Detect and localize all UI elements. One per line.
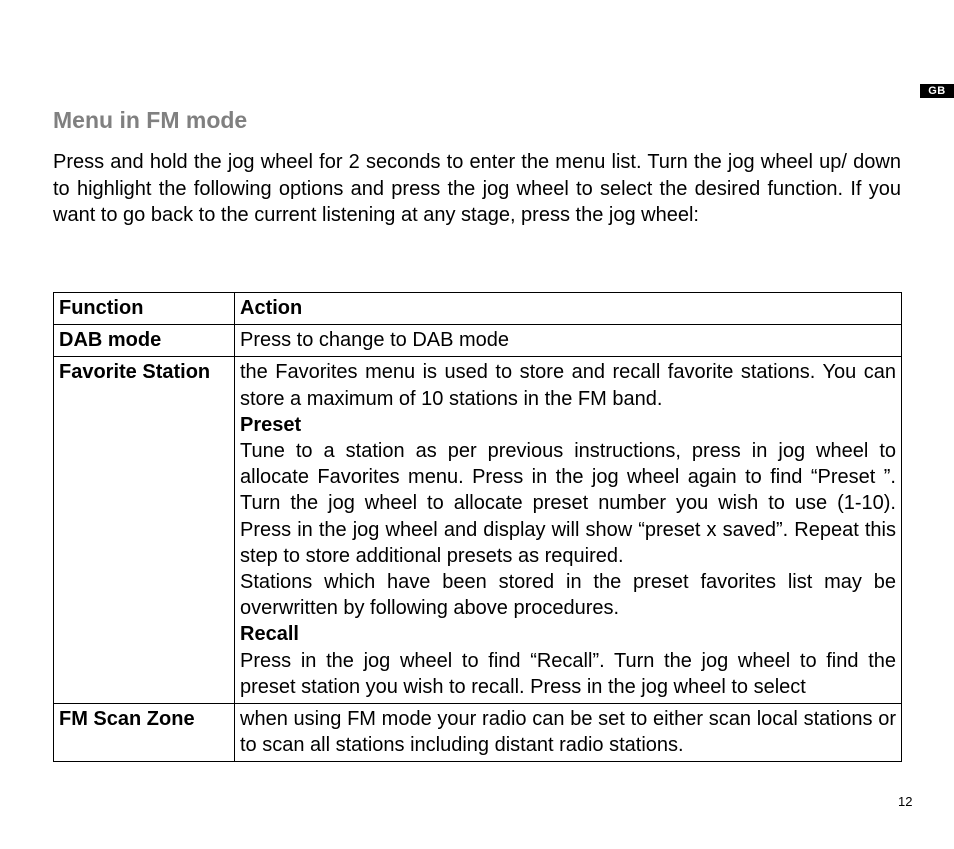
favorites-intro-text: the Favorites menu is used to store and recall favorite stations. You can store a maximum of 10 stations in the FM band. <box>240 361 896 410</box>
preset-instructions: Tune to a station as per previous instructions, press in jog wheel to allocate Favorites menu. Press in the jog wheel again to find “Preset ”. Turn the jog wheel to allocate preset number you wish to use (1-10). Press in the jog wheel and display will show “preset x saved”. Repeat this step to store additional presets as required. <box>240 440 896 567</box>
action-cell-favorite-station <box>235 357 902 704</box>
action-cell-dab-mode: Press to change to DAB mode <box>235 325 902 357</box>
table-row <box>54 704 902 762</box>
header-function: Function <box>54 293 235 325</box>
function-cell-dab-mode: DAB mode <box>54 325 235 357</box>
function-cell-fm-scan-zone: FM Scan Zone <box>54 704 235 762</box>
language-badge: GB <box>920 84 954 98</box>
table-row <box>54 325 902 357</box>
recall-heading: Recall <box>240 623 299 646</box>
table-header-row <box>54 293 902 325</box>
table-row <box>54 357 902 704</box>
intro-paragraph: Press and hold the jog wheel for 2 seconds to enter the menu list. Turn the jog wheel up/ down to highlight the following options and press the jog wheel to select the desired function. If you want to go back to the current listening at any stage, press the jog wheel: <box>53 151 901 226</box>
function-table <box>53 292 902 762</box>
header-action: Action <box>235 293 902 325</box>
action-cell-fm-scan-zone: when using FM mode your radio can be set to either scan local stations or to scan all stations including distant radio stations. <box>235 704 902 762</box>
preset-heading: Preset <box>240 413 302 436</box>
overwrite-note: Stations which have been stored in the preset favorites list may be overwritten by following above procedures. <box>240 571 896 620</box>
page-title: Menu in FM mode <box>53 107 248 133</box>
recall-instructions: Press in the jog wheel to find “Recall”. Turn the jog wheel to find the preset station you wish to recall. Press in the jog wheel to select <box>240 649 896 698</box>
function-cell-favorite-station: Favorite Station <box>54 357 235 704</box>
page-number: 12 <box>898 794 913 809</box>
